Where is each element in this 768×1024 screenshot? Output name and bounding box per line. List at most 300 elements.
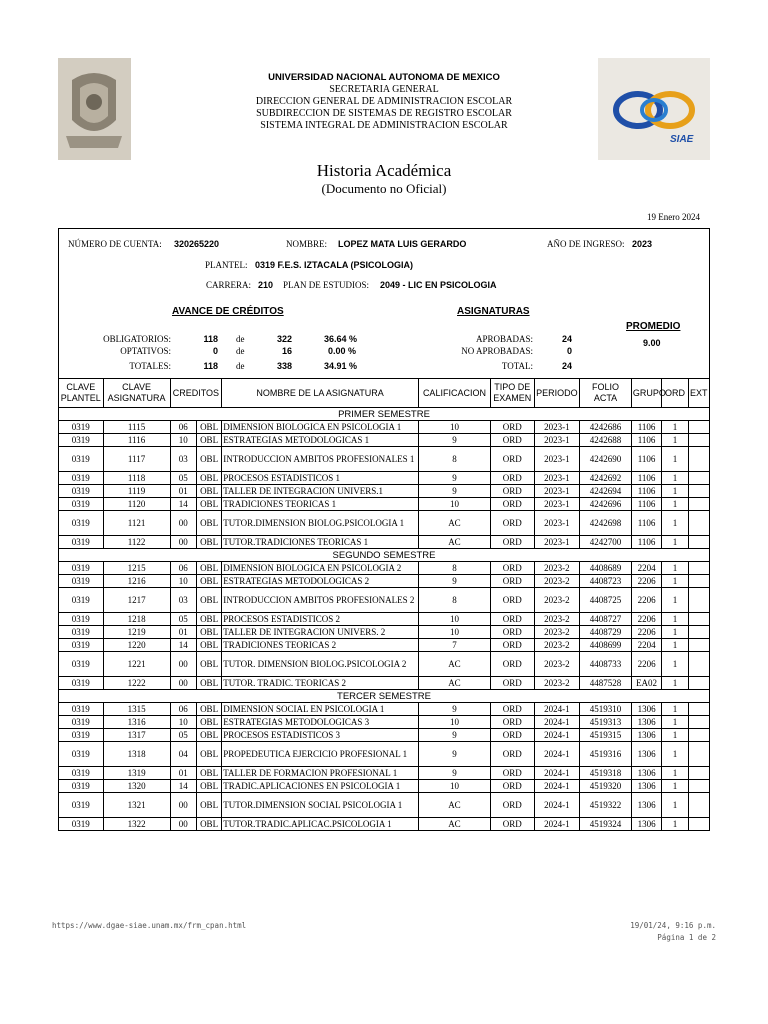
asignaturas-value: 0 bbox=[566, 346, 572, 356]
tipo-examen-cell: ORD bbox=[490, 652, 534, 677]
calificacion-cell: 9 bbox=[418, 729, 490, 742]
clave-plantel-cell: 0319 bbox=[59, 472, 104, 485]
grupo-cell: 1306 bbox=[631, 716, 661, 729]
calificacion-cell: 9 bbox=[418, 472, 490, 485]
tipo-examen-cell: ORD bbox=[490, 703, 534, 716]
creditos-cell: 00 bbox=[170, 677, 196, 690]
grupo-cell: 1106 bbox=[631, 536, 661, 549]
calificacion-cell: 8 bbox=[418, 588, 490, 613]
ext-cell bbox=[688, 703, 709, 716]
clave-plantel-cell: 0319 bbox=[59, 639, 104, 652]
folio-acta-cell: 4519322 bbox=[580, 793, 632, 818]
tipo-examen-cell: ORD bbox=[490, 588, 534, 613]
clave-asignatura-cell: 1118 bbox=[103, 472, 170, 485]
tipo-caracter-cell: OBL bbox=[196, 536, 221, 549]
ord-cell: 1 bbox=[662, 485, 688, 498]
folio-acta-cell: 4519316 bbox=[580, 742, 632, 767]
ord-cell: 1 bbox=[662, 716, 688, 729]
asignatura-nombre-cell: TUTOR. TRADIC. TEORICAS 2 bbox=[222, 677, 419, 690]
ord-cell: 1 bbox=[662, 677, 688, 690]
tipo-examen-cell: ORD bbox=[490, 613, 534, 626]
periodo-cell: 2024-1 bbox=[534, 729, 580, 742]
table-row bbox=[59, 511, 710, 536]
folio-acta-cell: 4242686 bbox=[580, 421, 632, 434]
ingreso-label: AÑO DE INGRESO: bbox=[547, 239, 625, 249]
clave-asignatura-cell: 1120 bbox=[103, 498, 170, 511]
asignatura-nombre-cell: DIMENSION BIOLOGICA EN PSICOLOGIA 2 bbox=[222, 562, 419, 575]
nombre-value: LOPEZ MATA LUIS GERARDO bbox=[338, 239, 467, 249]
creditos-cell: 00 bbox=[170, 652, 196, 677]
grupo-cell: 1106 bbox=[631, 421, 661, 434]
clave-plantel-cell: 0319 bbox=[59, 421, 104, 434]
grupo-cell: 1306 bbox=[631, 818, 661, 831]
tipo-caracter-cell: OBL bbox=[196, 447, 221, 472]
ext-cell bbox=[688, 626, 709, 639]
asignaturas-value: 24 bbox=[561, 334, 572, 344]
col-header: PERIODO bbox=[534, 379, 580, 408]
asignatura-nombre-cell: INTRODUCCION AMBITOS PROFESIONALES 2 bbox=[222, 588, 419, 613]
tipo-caracter-cell: OBL bbox=[196, 472, 221, 485]
table-row bbox=[59, 767, 710, 780]
clave-asignatura-cell: 1116 bbox=[103, 434, 170, 447]
table-row bbox=[59, 677, 710, 690]
clave-asignatura-cell: 1317 bbox=[103, 729, 170, 742]
grupo-cell: 1106 bbox=[631, 485, 661, 498]
clave-asignatura-cell: 1220 bbox=[103, 639, 170, 652]
ext-cell bbox=[688, 639, 709, 652]
table-row bbox=[59, 639, 710, 652]
col-header: ORD bbox=[662, 379, 688, 408]
asignatura-nombre-cell: INTRODUCCION AMBITOS PROFESIONALES 1 bbox=[222, 447, 419, 472]
table-row bbox=[59, 818, 710, 831]
header-line-2: SECRETARIA GENERAL bbox=[329, 84, 439, 95]
semester-row bbox=[59, 690, 710, 703]
clave-plantel-cell: 0319 bbox=[59, 793, 104, 818]
periodo-cell: 2023-2 bbox=[534, 677, 580, 690]
creditos-cell: 05 bbox=[170, 613, 196, 626]
ext-cell bbox=[688, 434, 709, 447]
creditos-cell: 03 bbox=[170, 588, 196, 613]
tipo-examen-cell: ORD bbox=[490, 498, 534, 511]
creditos-de: de bbox=[236, 334, 245, 344]
tipo-caracter-cell: OBL bbox=[196, 818, 221, 831]
grupo-cell: 1106 bbox=[631, 498, 661, 511]
ord-cell: 1 bbox=[662, 498, 688, 511]
creditos-cell: 05 bbox=[170, 472, 196, 485]
asignaturas-title: ASIGNATURAS bbox=[457, 306, 530, 317]
creditos-cell: 00 bbox=[170, 511, 196, 536]
tipo-examen-cell: ORD bbox=[490, 639, 534, 652]
siae-logo-text: SIAE bbox=[670, 134, 694, 145]
folio-acta-cell: 4408727 bbox=[580, 613, 632, 626]
ext-cell bbox=[688, 742, 709, 767]
plantel-label: PLANTEL: bbox=[205, 260, 248, 270]
tipo-examen-cell: ORD bbox=[490, 767, 534, 780]
clave-asignatura-cell: 1121 bbox=[103, 511, 170, 536]
asignaturas-label: APROBADAS: bbox=[475, 334, 533, 344]
tipo-caracter-cell: OBL bbox=[196, 716, 221, 729]
periodo-cell: 2024-1 bbox=[534, 703, 580, 716]
table-row bbox=[59, 626, 710, 639]
tipo-examen-cell: ORD bbox=[490, 575, 534, 588]
ext-cell bbox=[688, 613, 709, 626]
header-line-4: SUBDIRECCION DE SISTEMAS DE REGISTRO ESCOLAR bbox=[256, 108, 512, 119]
col-header: CREDITOS bbox=[170, 379, 222, 408]
creditos-cell: 01 bbox=[170, 767, 196, 780]
tipo-caracter-cell: OBL bbox=[196, 729, 221, 742]
table-row bbox=[59, 575, 710, 588]
periodo-cell: 2023-1 bbox=[534, 485, 580, 498]
creditos-label: OBLIGATORIOS: bbox=[103, 334, 171, 344]
tipo-caracter-cell: OBL bbox=[196, 421, 221, 434]
creditos-pct: 36.64 % bbox=[324, 334, 358, 344]
clave-asignatura-cell: 1217 bbox=[103, 588, 170, 613]
table-row bbox=[59, 485, 710, 498]
folio-acta-cell: 4519313 bbox=[580, 716, 632, 729]
periodo-cell: 2023-2 bbox=[534, 652, 580, 677]
grupo-cell: 2206 bbox=[631, 652, 661, 677]
clave-plantel-cell: 0319 bbox=[59, 536, 104, 549]
clave-asignatura-cell: 1318 bbox=[103, 742, 170, 767]
clave-asignatura-cell: 1216 bbox=[103, 575, 170, 588]
ord-cell: 1 bbox=[662, 818, 688, 831]
creditos-cell: 00 bbox=[170, 818, 196, 831]
tipo-examen-cell: ORD bbox=[490, 485, 534, 498]
clave-plantel-cell: 0319 bbox=[59, 447, 104, 472]
calificacion-cell: 10 bbox=[418, 716, 490, 729]
asignatura-nombre-cell: PROCESOS ESTADISTICOS 2 bbox=[222, 613, 419, 626]
folio-acta-cell: 4242690 bbox=[580, 447, 632, 472]
creditos-total: 322 bbox=[276, 334, 292, 344]
asignatura-nombre-cell: TUTOR.TRADICIONES TEORICAS 1 bbox=[222, 536, 419, 549]
asignaturas-label: NO APROBADAS: bbox=[461, 346, 533, 356]
calificacion-cell: 9 bbox=[418, 767, 490, 780]
folio-acta-cell: 4519320 bbox=[580, 780, 632, 793]
grupo-cell: 1306 bbox=[631, 793, 661, 818]
clave-plantel-cell: 0319 bbox=[59, 742, 104, 767]
asignatura-nombre-cell: TRADIC.APLICACIONES EN PSICOLOGIA 1 bbox=[222, 780, 419, 793]
ord-cell: 1 bbox=[662, 639, 688, 652]
ext-cell bbox=[688, 588, 709, 613]
calificacion-cell: 9 bbox=[418, 703, 490, 716]
ord-cell: 1 bbox=[662, 780, 688, 793]
clave-plantel-cell: 0319 bbox=[59, 434, 104, 447]
ext-cell bbox=[688, 818, 709, 831]
calificacion-cell: AC bbox=[418, 793, 490, 818]
tipo-caracter-cell: OBL bbox=[196, 434, 221, 447]
tipo-caracter-cell: OBL bbox=[196, 511, 221, 536]
folio-acta-cell: 4487528 bbox=[580, 677, 632, 690]
periodo-cell: 2023-2 bbox=[534, 575, 580, 588]
ext-cell bbox=[688, 421, 709, 434]
grupo-cell: 1106 bbox=[631, 472, 661, 485]
periodo-cell: 2023-2 bbox=[534, 588, 580, 613]
clave-asignatura-cell: 1117 bbox=[103, 447, 170, 472]
periodo-cell: 2023-1 bbox=[534, 421, 580, 434]
creditos-cell: 03 bbox=[170, 447, 196, 472]
calificacion-cell: 10 bbox=[418, 498, 490, 511]
creditos-label: OPTATIVOS: bbox=[120, 346, 171, 356]
clave-asignatura-cell: 1215 bbox=[103, 562, 170, 575]
periodo-cell: 2023-1 bbox=[534, 536, 580, 549]
ord-cell: 1 bbox=[662, 729, 688, 742]
calificacion-cell: AC bbox=[418, 818, 490, 831]
grupo-cell: 1306 bbox=[631, 729, 661, 742]
periodo-cell: 2023-1 bbox=[534, 447, 580, 472]
table-row bbox=[59, 536, 710, 549]
creditos-cell: 14 bbox=[170, 639, 196, 652]
plantel-value: 0319 F.E.S. IZTACALA (PSICOLOGIA) bbox=[255, 260, 414, 270]
folio-acta-cell: 4242698 bbox=[580, 511, 632, 536]
creditos-cell: 10 bbox=[170, 716, 196, 729]
periodo-cell: 2023-1 bbox=[534, 511, 580, 536]
col-header: CLAVE PLANTEL bbox=[59, 379, 104, 408]
ext-cell bbox=[688, 575, 709, 588]
carrera-label: CARRERA: bbox=[206, 280, 252, 290]
creditos-pct: 34.91 % bbox=[324, 361, 358, 371]
grades-body bbox=[59, 408, 710, 831]
tipo-caracter-cell: OBL bbox=[196, 780, 221, 793]
ext-cell bbox=[688, 729, 709, 742]
folio-acta-cell: 4408733 bbox=[580, 652, 632, 677]
asignatura-nombre-cell: ESTRATEGIAS METODOLOGICAS 1 bbox=[222, 434, 419, 447]
ord-cell: 1 bbox=[662, 767, 688, 780]
tipo-caracter-cell: OBL bbox=[196, 677, 221, 690]
table-header-row bbox=[59, 379, 710, 408]
clave-plantel-cell: 0319 bbox=[59, 562, 104, 575]
table-row bbox=[59, 716, 710, 729]
col-header: CALIFICACION bbox=[418, 379, 490, 408]
calificacion-cell: 10 bbox=[418, 626, 490, 639]
creditos-cell: 14 bbox=[170, 780, 196, 793]
folio-acta-cell: 4408699 bbox=[580, 639, 632, 652]
creditos-total: 338 bbox=[276, 361, 292, 371]
header-line-3: DIRECCION GENERAL DE ADMINISTRACION ESCOLAR bbox=[255, 96, 513, 107]
table-row bbox=[59, 447, 710, 472]
clave-plantel-cell: 0319 bbox=[59, 716, 104, 729]
clave-asignatura-cell: 1119 bbox=[103, 485, 170, 498]
clave-asignatura-cell: 1122 bbox=[103, 536, 170, 549]
periodo-cell: 2023-1 bbox=[534, 472, 580, 485]
folio-acta-cell: 4408689 bbox=[580, 562, 632, 575]
clave-plantel-cell: 0319 bbox=[59, 575, 104, 588]
asignatura-nombre-cell: TUTOR. DIMENSION BIOLOG.PSICOLOGIA 2 bbox=[222, 652, 419, 677]
creditos-cell: 00 bbox=[170, 793, 196, 818]
grupo-cell: EA02 bbox=[631, 677, 661, 690]
tipo-caracter-cell: OBL bbox=[196, 498, 221, 511]
clave-asignatura-cell: 1218 bbox=[103, 613, 170, 626]
folio-acta-cell: 4408725 bbox=[580, 588, 632, 613]
asignatura-nombre-cell: PROCESOS ESTADISTICOS 3 bbox=[222, 729, 419, 742]
clave-asignatura-cell: 1222 bbox=[103, 677, 170, 690]
col-header: NOMBRE DE LA ASIGNATURA bbox=[222, 379, 419, 408]
ext-cell bbox=[688, 677, 709, 690]
tipo-caracter-cell: OBL bbox=[196, 652, 221, 677]
asignatura-nombre-cell: TALLER DE INTEGRACION UNIVERS. 2 bbox=[222, 626, 419, 639]
table-row bbox=[59, 562, 710, 575]
periodo-cell: 2024-1 bbox=[534, 716, 580, 729]
calificacion-cell: 10 bbox=[418, 780, 490, 793]
semester-title: SEGUNDO SEMESTRE bbox=[59, 549, 710, 562]
periodo-cell: 2024-1 bbox=[534, 780, 580, 793]
tipo-examen-cell: ORD bbox=[490, 742, 534, 767]
ord-cell: 1 bbox=[662, 703, 688, 716]
asignatura-nombre-cell: DIMENSION BIOLOGICA EN PSICOLOGIA 1 bbox=[222, 421, 419, 434]
folio-acta-cell: 4519310 bbox=[580, 703, 632, 716]
grupo-cell: 1306 bbox=[631, 780, 661, 793]
ord-cell: 1 bbox=[662, 575, 688, 588]
ingreso-value: 2023 bbox=[632, 239, 653, 249]
table-row bbox=[59, 793, 710, 818]
promedio-title: PROMEDIO bbox=[626, 321, 681, 332]
asignatura-nombre-cell: TALLER DE FORMACION PROFESIONAL 1 bbox=[222, 767, 419, 780]
creditos-cell: 14 bbox=[170, 498, 196, 511]
asignatura-nombre-cell: DIMENSION SOCIAL EN PSICOLOGIA 1 bbox=[222, 703, 419, 716]
grupo-cell: 1306 bbox=[631, 703, 661, 716]
tipo-caracter-cell: OBL bbox=[196, 742, 221, 767]
carrera-value: 210 bbox=[258, 280, 274, 290]
calificacion-cell: 10 bbox=[418, 421, 490, 434]
asignatura-nombre-cell: TRADICIONES TEORICAS 1 bbox=[222, 498, 419, 511]
creditos-cell: 00 bbox=[170, 536, 196, 549]
grupo-cell: 1306 bbox=[631, 742, 661, 767]
clave-plantel-cell: 0319 bbox=[59, 818, 104, 831]
creditos-value: 0 bbox=[212, 346, 218, 356]
ord-cell: 1 bbox=[662, 447, 688, 472]
folio-acta-cell: 4519324 bbox=[580, 818, 632, 831]
calificacion-cell: 9 bbox=[418, 742, 490, 767]
page-title: Historia Académica bbox=[316, 161, 452, 180]
clave-plantel-cell: 0319 bbox=[59, 626, 104, 639]
grupo-cell: 2206 bbox=[631, 575, 661, 588]
ord-cell: 1 bbox=[662, 793, 688, 818]
clave-plantel-cell: 0319 bbox=[59, 652, 104, 677]
creditos-cell: 01 bbox=[170, 626, 196, 639]
asignatura-nombre-cell: TUTOR.DIMENSION SOCIAL PSICOLOGIA 1 bbox=[222, 793, 419, 818]
tipo-caracter-cell: OBL bbox=[196, 562, 221, 575]
ext-cell bbox=[688, 767, 709, 780]
tipo-caracter-cell: OBL bbox=[196, 767, 221, 780]
table-row bbox=[59, 472, 710, 485]
clave-asignatura-cell: 1316 bbox=[103, 716, 170, 729]
tipo-caracter-cell: OBL bbox=[196, 639, 221, 652]
creditos-cell: 06 bbox=[170, 562, 196, 575]
table-row bbox=[59, 652, 710, 677]
creditos-de: de bbox=[236, 346, 245, 356]
creditos-cell: 10 bbox=[170, 434, 196, 447]
col-header: EXT bbox=[688, 379, 709, 408]
ord-cell: 1 bbox=[662, 472, 688, 485]
clave-asignatura-cell: 1321 bbox=[103, 793, 170, 818]
table-row bbox=[59, 742, 710, 767]
periodo-cell: 2023-1 bbox=[534, 434, 580, 447]
tipo-caracter-cell: OBL bbox=[196, 626, 221, 639]
col-header: FOLIO ACTA bbox=[580, 379, 632, 408]
clave-asignatura-cell: 1320 bbox=[103, 780, 170, 793]
grades-table bbox=[58, 378, 710, 831]
folio-acta-cell: 4408723 bbox=[580, 575, 632, 588]
periodo-cell: 2023-2 bbox=[534, 626, 580, 639]
ext-cell bbox=[688, 511, 709, 536]
grupo-cell: 1106 bbox=[631, 511, 661, 536]
asignatura-nombre-cell: TUTOR.TRADIC.APLICAC.PSICOLOGIA 1 bbox=[222, 818, 419, 831]
page-subtitle: (Documento no Oficial) bbox=[321, 181, 447, 196]
clave-plantel-cell: 0319 bbox=[59, 485, 104, 498]
table-row bbox=[59, 588, 710, 613]
creditos-title: AVANCE DE CRÉDITOS bbox=[172, 306, 284, 317]
creditos-cell: 06 bbox=[170, 703, 196, 716]
siae-logo bbox=[598, 58, 710, 160]
grupo-cell: 2206 bbox=[631, 613, 661, 626]
tipo-caracter-cell: OBL bbox=[196, 703, 221, 716]
creditos-cell: 01 bbox=[170, 485, 196, 498]
tipo-examen-cell: ORD bbox=[490, 716, 534, 729]
promedio-value: 9.00 bbox=[643, 338, 661, 348]
table-row bbox=[59, 703, 710, 716]
clave-asignatura-cell: 1221 bbox=[103, 652, 170, 677]
calificacion-cell: 8 bbox=[418, 562, 490, 575]
ext-cell bbox=[688, 780, 709, 793]
folio-acta-cell: 4408729 bbox=[580, 626, 632, 639]
clave-plantel-cell: 0319 bbox=[59, 498, 104, 511]
clave-asignatura-cell: 1219 bbox=[103, 626, 170, 639]
tipo-examen-cell: ORD bbox=[490, 562, 534, 575]
periodo-cell: 2024-1 bbox=[534, 742, 580, 767]
calificacion-cell: 10 bbox=[418, 613, 490, 626]
header-line-5: SISTEMA INTEGRAL DE ADMINISTRACION ESCOLAR bbox=[260, 120, 508, 131]
calificacion-cell: 8 bbox=[418, 447, 490, 472]
periodo-cell: 2023-2 bbox=[534, 613, 580, 626]
tipo-examen-cell: ORD bbox=[490, 626, 534, 639]
ord-cell: 1 bbox=[662, 652, 688, 677]
calificacion-cell: AC bbox=[418, 677, 490, 690]
clave-plantel-cell: 0319 bbox=[59, 588, 104, 613]
folio-acta-cell: 4242700 bbox=[580, 536, 632, 549]
creditos-de: de bbox=[236, 361, 245, 371]
ord-cell: 1 bbox=[662, 434, 688, 447]
folio-acta-cell: 4519318 bbox=[580, 767, 632, 780]
folio-acta-cell: 4242688 bbox=[580, 434, 632, 447]
asignaturas-label: TOTAL: bbox=[501, 361, 533, 371]
tipo-examen-cell: ORD bbox=[490, 447, 534, 472]
ord-cell: 1 bbox=[662, 742, 688, 767]
cuenta-label: NÚMERO DE CUENTA: bbox=[68, 239, 162, 249]
creditos-label: TOTALES: bbox=[129, 361, 171, 371]
asignatura-nombre-cell: PROCESOS ESTADISTICOS 1 bbox=[222, 472, 419, 485]
asignaturas-value: 24 bbox=[561, 361, 572, 371]
ext-cell bbox=[688, 562, 709, 575]
clave-asignatura-cell: 1315 bbox=[103, 703, 170, 716]
tipo-examen-cell: ORD bbox=[490, 472, 534, 485]
ext-cell bbox=[688, 536, 709, 549]
creditos-cell: 10 bbox=[170, 575, 196, 588]
footer-page: Página 1 de 2 bbox=[657, 933, 716, 942]
grupo-cell: 2206 bbox=[631, 626, 661, 639]
asignatura-nombre-cell: ESTRATEGIAS METODOLOGICAS 2 bbox=[222, 575, 419, 588]
tipo-examen-cell: ORD bbox=[490, 780, 534, 793]
table-row bbox=[59, 780, 710, 793]
creditos-cell: 04 bbox=[170, 742, 196, 767]
periodo-cell: 2023-2 bbox=[534, 562, 580, 575]
periodo-cell: 2023-2 bbox=[534, 639, 580, 652]
ext-cell bbox=[688, 447, 709, 472]
clave-plantel-cell: 0319 bbox=[59, 677, 104, 690]
clave-asignatura-cell: 1319 bbox=[103, 767, 170, 780]
asignatura-nombre-cell: PROPEDEUTICA EJERCICIO PROFESIONAL 1 bbox=[222, 742, 419, 767]
folio-acta-cell: 4519315 bbox=[580, 729, 632, 742]
ext-cell bbox=[688, 716, 709, 729]
col-header: TIPO DE EXAMEN bbox=[490, 379, 534, 408]
